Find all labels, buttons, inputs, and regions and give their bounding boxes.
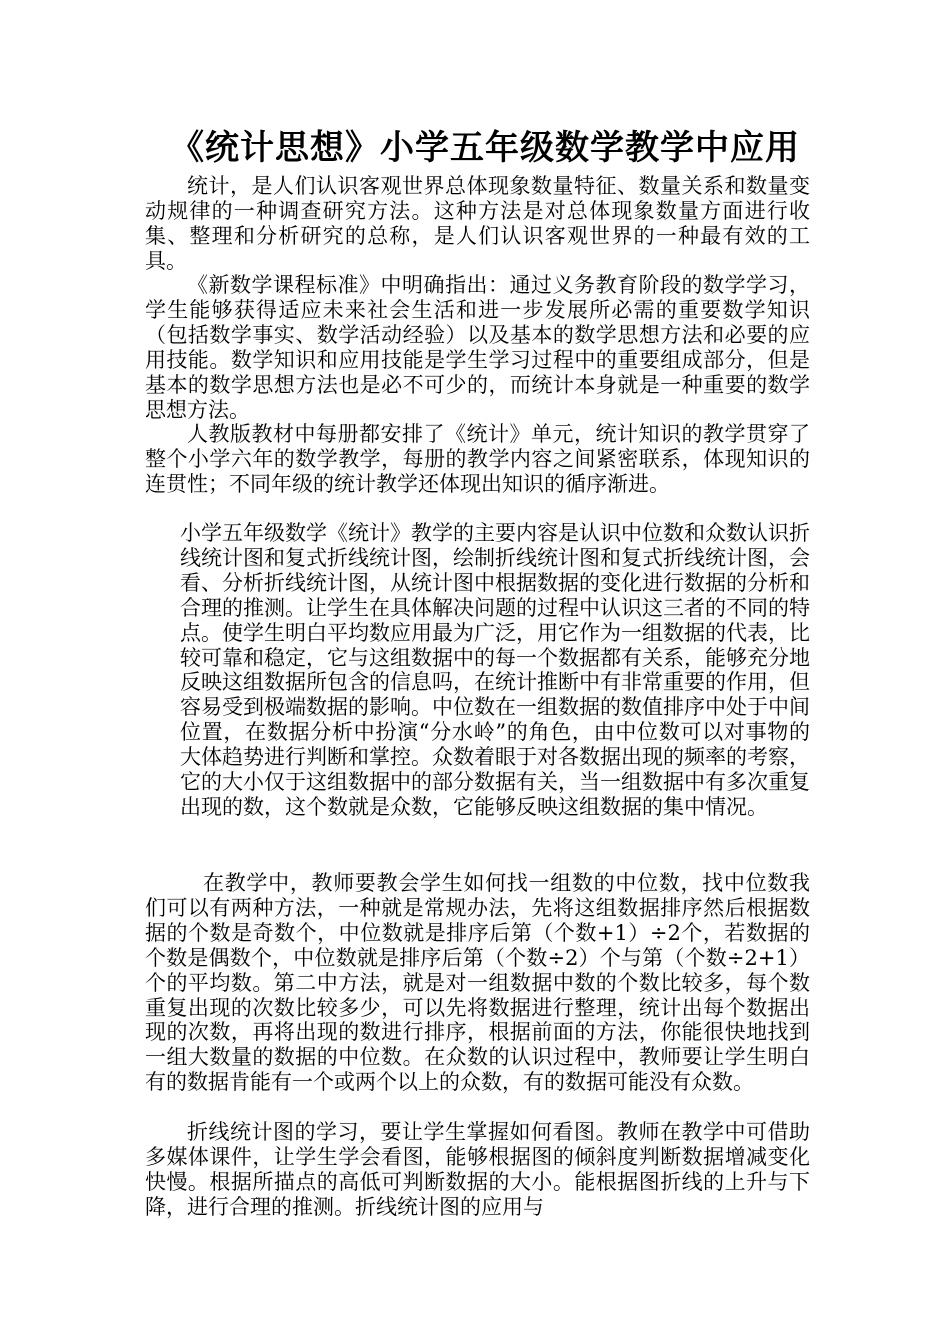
paragraph-curriculum-standard: 《新数学课程标准》中明确指出：通过义务教育阶段的数学学习，学生能够获得适应未来社会生活和进一步发展所必需的重要数学知识（包括数学事实、数学活动经验）以及基本的数学思想方法和必要的应用技能。数学知识和应用技能是学生学习过程中的重要组成部分，但是基本的数学思想方法也是必不可少的，而统计本身就是一种重要的数学思想方法。 (145, 273, 810, 422)
paragraph-statistics-definition: 统计，是人们认识客观世界总体现象数量特征、数量关系和数量变动规律的一种调查研究方法。这种方法是对总体现象数量方面进行收集、整理和分析研究的总称，是人们认识客观世界的一种最有效的工具。 (145, 174, 810, 273)
paragraph-grade-five-content: 小学五年级数学《统计》教学的主要内容是认识中位数和众数认识折线统计图和复式折线统计图，绘制折线统计图和复式折线统计图，会看、分析折线统计图，从统计图中根据数据的变化进行数据的分析和合理的推测。让学生在具体解决问题的过程中认识这三者的不同的特点。使学生明白平均数应用最为广泛，用它作为一组数据的代表，比较可靠和稳定，它与这组数据中的每一个数据都有关系，能够充分地反映这组数据所包含的信息吗，在统计推断中有非常重要的作用，但容易受到极端数据的影响。中位数在一组数据的数值排序中处于中间位置，在数据分析中扮演“分水岭”的角色，由中位数可以对事物的大体趋势进行判断和掌控。众数着眼于对各数据出现的频率的考察，它的大小仅于这组数据中的部分数据有关，当一组数据中有多次重复出现的数，这个数就是众数，它能够反映这组数据的集中情况。 (180, 521, 810, 819)
paragraph-median-teaching: 在教学中，教师要教会学生如何找一组数的中位数，找中位数我们可以有两种方法，一种就是常规办法，先将这组数据排序然后根据数据的个数是奇数个，中位数就是排序后第（个数+1）÷2个，若数据的个数是偶数个，中位数就是排序后第（个数÷2）个与第（个数÷2+1）个的平均数。第二中方法，就是对一组数据中数的个数比较多，每个数重复出现的次数比较多少，可以先将数据进行整理，统计出每个数据出现的次数，再将出现的数进行排序，根据前面的方法，你能很快地找到一组大数量的数据的中位数。在众数的认识过程中，教师要让学生明白有的数据肯能有一个或两个以上的众数，有的数据可能没有众数。 (145, 871, 810, 1095)
paragraph-textbook-arrangement: 人教版教材中每册都安排了《统计》单元，统计知识的教学贯穿了整个小学六年的数学教学，每册的教学内容之间紧密联系，体现知识的连贯性；不同年级的统计教学还体现出知识的循序渐进。 (145, 422, 810, 496)
document-title: 《统计思想》小学五年级数学教学中应用 (170, 128, 800, 168)
paragraph-line-chart-learning: 折线统计图的学习，要让学生掌握如何看图。教师在教学中可借助多媒体课件，让学生学会看图，能够根据图的倾斜度判断数据增减变化快慢。根据所描点的高低可判断数据的大小。能根据图折线的上升与下降，进行合理的推测。折线统计图的应用与 (145, 1120, 810, 1219)
